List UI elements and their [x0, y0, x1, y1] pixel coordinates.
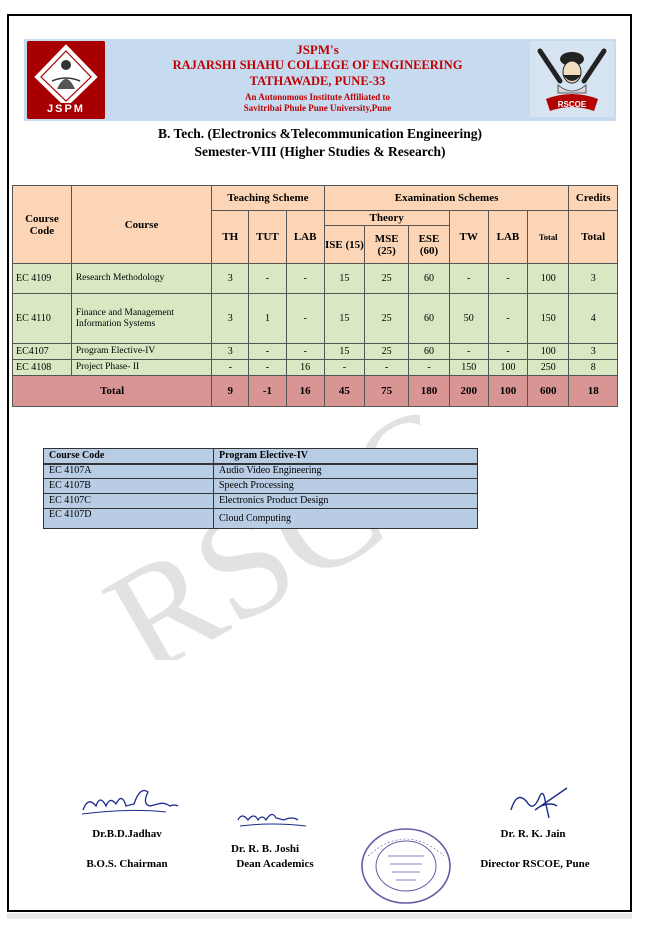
bos-chairman-name: Dr.B.D.Jadhav: [92, 828, 162, 840]
elective-code: EC 4107C: [44, 494, 214, 509]
cell-exam-lab: -: [488, 294, 527, 344]
cell-ise: 15: [324, 294, 364, 344]
header-theory: Theory: [324, 211, 449, 226]
cell-mse: 25: [364, 294, 408, 344]
cell-exam-lab: -: [488, 264, 527, 294]
cell-exam-lab: 100: [488, 360, 527, 376]
dean-academics-role: Dean Academics: [236, 858, 314, 870]
total-ise: 45: [324, 376, 364, 407]
elective-name: Audio Video Engineering: [214, 464, 478, 479]
cell-credits: 3: [569, 264, 618, 294]
course-name: Research Methodology: [71, 264, 211, 294]
cell-total: 250: [528, 360, 569, 376]
course-name: Project Phase- II: [71, 360, 211, 376]
director-role: Director RSCOE, Pune: [480, 858, 590, 870]
total-label: Total: [13, 376, 212, 407]
header-ise: ISE (15): [324, 226, 364, 264]
cell-th: -: [212, 360, 249, 376]
course-code: EC 4110: [13, 294, 72, 344]
table-row: [13, 344, 618, 360]
header-tw: TW: [449, 211, 488, 264]
total-lab: 16: [286, 376, 324, 407]
jspm-logo: [27, 41, 105, 119]
cell-total: 100: [528, 344, 569, 360]
elective-header-name: Program Elective-IV: [214, 449, 478, 464]
elective-row: [44, 494, 478, 509]
cell-tw: -: [449, 344, 488, 360]
cell-tut: -: [249, 264, 286, 294]
header-examination-schemes: Examination Schemes: [324, 186, 569, 211]
header-th: TH: [212, 211, 249, 264]
rscoe-logo: [530, 41, 614, 117]
director-name: Dr. R. K. Jain: [500, 828, 566, 840]
header-lab: LAB: [286, 211, 324, 264]
course-code: EC 4109: [13, 264, 72, 294]
program-title: B. Tech. (Electronics &Telecommunication Engineering): [158, 126, 482, 141]
cell-mse: 25: [364, 344, 408, 360]
cell-ese: 60: [409, 294, 449, 344]
header-course-code: Course Code: [13, 186, 72, 264]
elective-header-code: Course Code: [44, 449, 214, 464]
header-ese: ESE (60): [409, 226, 449, 264]
affiliation-line-1: An Autonomous Institute Affiliated to: [244, 92, 390, 102]
elective-code: EC 4107B: [44, 479, 214, 494]
cell-tut: -: [249, 360, 286, 376]
total-mse: 75: [364, 376, 408, 407]
header-total: Total: [528, 211, 569, 264]
cell-ise: 15: [324, 344, 364, 360]
college-seal-stamp: [358, 826, 454, 906]
cell-tut: -: [249, 344, 286, 360]
total-th: 9: [212, 376, 249, 407]
dean-academics-name: Dr. R. B. Joshi: [230, 843, 300, 855]
cell-mse: -: [364, 360, 408, 376]
table-row: [13, 360, 618, 376]
elective-code: EC 4107D: [44, 509, 214, 529]
header-mse: MSE (25): [364, 226, 408, 264]
cell-th: 3: [212, 344, 249, 360]
bos-chairman-role: B.O.S. Chairman: [86, 858, 168, 870]
cell-exam-lab: -: [488, 344, 527, 360]
total-exam-lab: 100: [488, 376, 527, 407]
cell-tut: 1: [249, 294, 286, 344]
total-tw: 200: [449, 376, 488, 407]
total-credits: 18: [569, 376, 618, 407]
header-teaching-scheme: Teaching Scheme: [212, 186, 325, 211]
cell-th: 3: [212, 294, 249, 344]
course-name: Program Elective-IV: [71, 344, 211, 360]
cell-ese: 60: [409, 344, 449, 360]
total-ese: 180: [409, 376, 449, 407]
cell-lab: 16: [286, 360, 324, 376]
dean-academics-signature: [232, 806, 312, 832]
elective-code: EC 4107A: [44, 464, 214, 479]
elective-row: [44, 479, 478, 494]
cell-credits: 4: [569, 294, 618, 344]
elective-header-row: [44, 449, 478, 464]
cell-tw: 50: [449, 294, 488, 344]
cell-lab: -: [286, 344, 324, 360]
semester-title: Semester-VIII (Higher Studies & Research): [194, 144, 446, 159]
org-name: JSPM's: [296, 42, 339, 57]
total-tut: -1: [249, 376, 286, 407]
elective-row: [44, 509, 478, 529]
cell-lab: -: [286, 294, 324, 344]
cell-credits: 3: [569, 344, 618, 360]
cell-ise: 15: [324, 264, 364, 294]
cell-tw: -: [449, 264, 488, 294]
header-credits-total: Total: [569, 211, 618, 264]
cell-mse: 25: [364, 264, 408, 294]
header-credits: Credits: [569, 186, 618, 211]
jspm-logo-text: JSPM: [47, 103, 85, 115]
header-tut: TUT: [249, 211, 286, 264]
affiliation-line-2: Savitribai Phule Pune University,Pune: [243, 103, 392, 113]
elective-name: Speech Processing: [214, 479, 478, 494]
cell-ise: -: [324, 360, 364, 376]
director-signature: [505, 780, 575, 826]
program-elective-table: [43, 448, 478, 529]
table-row: [13, 264, 618, 294]
total-marks: 600: [528, 376, 569, 407]
cell-credits: 8: [569, 360, 618, 376]
total-row: [13, 376, 618, 407]
cell-lab: -: [286, 264, 324, 294]
college-name: RAJARSHI SHAHU COLLEGE OF ENGINEERING: [172, 58, 463, 72]
cell-tw: 150: [449, 360, 488, 376]
header-exam-lab: LAB: [488, 211, 527, 264]
cell-ese: -: [409, 360, 449, 376]
course-name: Finance and Management Information Systems: [71, 294, 211, 344]
table-row: [13, 294, 618, 344]
rscoe-logo-text: RSCOE: [557, 100, 587, 109]
course-code: EC4107: [13, 344, 72, 360]
cell-ese: 60: [409, 264, 449, 294]
cell-total: 150: [528, 294, 569, 344]
bos-chairman-signature: [78, 782, 188, 822]
teaching-examination-scheme-table: [12, 185, 618, 407]
elective-name: Electronics Product Design: [214, 494, 478, 509]
cell-th: 3: [212, 264, 249, 294]
college-location: TATHAWADE, PUNE-33: [249, 74, 386, 88]
elective-name: Cloud Computing: [214, 509, 478, 529]
page-shadow: [7, 913, 632, 919]
course-code: EC 4108: [13, 360, 72, 376]
elective-row: [44, 464, 478, 479]
cell-total: 100: [528, 264, 569, 294]
header-course: Course: [71, 186, 211, 264]
